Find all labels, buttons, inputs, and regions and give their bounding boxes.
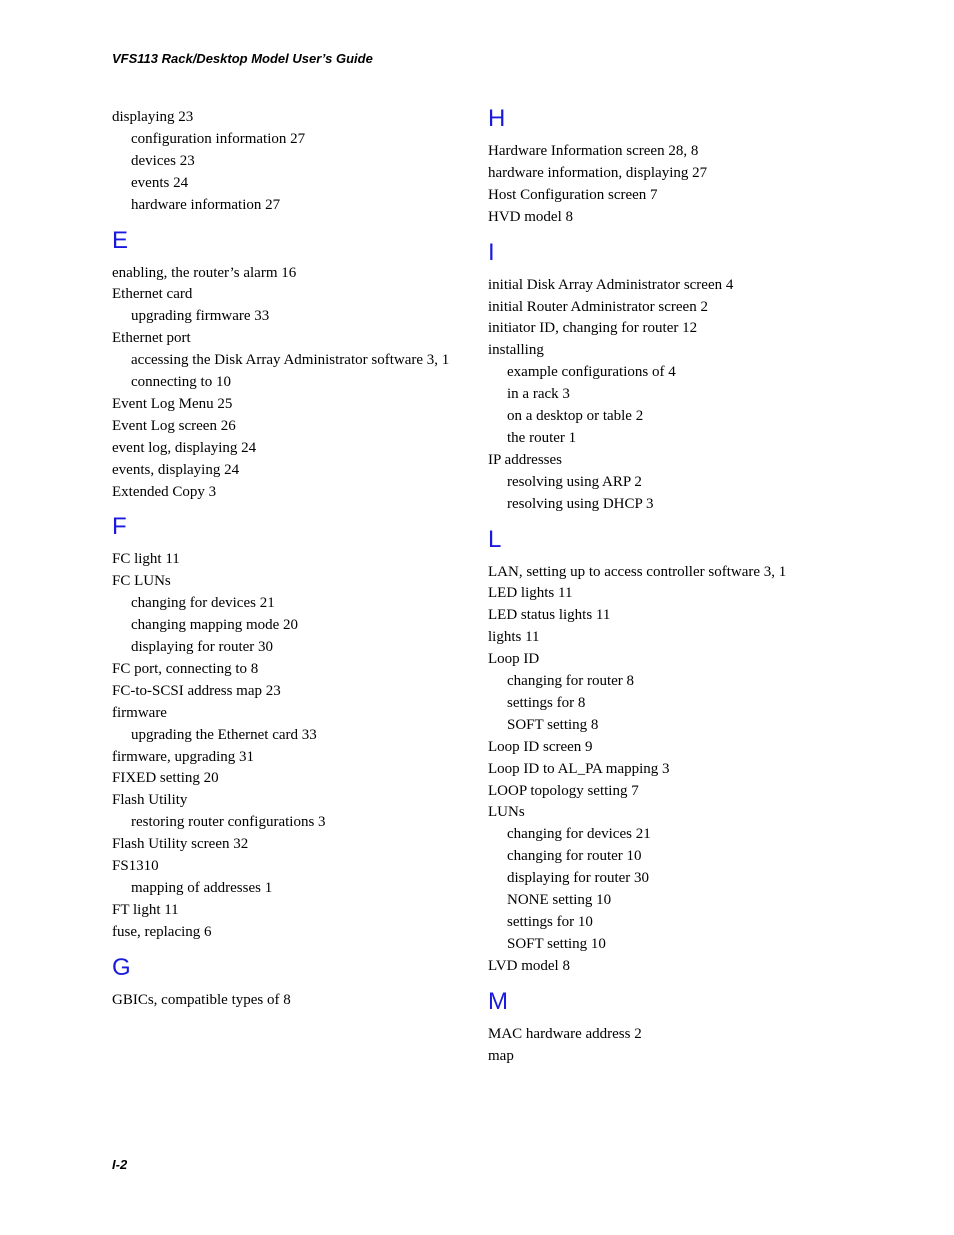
index-entry: event log, displaying 24	[112, 439, 257, 456]
index-entry: displaying 23	[112, 109, 194, 125]
index-letter-heading: L	[488, 525, 502, 553]
index-subentry: changing for devices 21	[507, 826, 651, 843]
index-entry: firmware, upgrading 31	[112, 748, 255, 765]
index-subentry: SOFT setting 8	[507, 716, 599, 733]
index-entry: Ethernet card	[112, 286, 193, 303]
index-subentry: SOFT setting 10	[507, 935, 606, 952]
index-entry: Loop ID screen 9	[488, 738, 593, 755]
index-subentry: mapping of addresses 1	[131, 879, 273, 896]
index-entry: Extended Copy 3	[112, 483, 217, 500]
index-entry: Hardware Information screen 28, 8	[488, 143, 699, 159]
index-subentry: changing for router 8	[507, 673, 635, 689]
running-header: VFS113 Rack/Desktop Model User’s Guide	[112, 51, 373, 66]
index-subentry: resolving using DHCP 3	[507, 495, 654, 512]
index-entry: LAN, setting up to access controller software 3, 1	[488, 563, 787, 580]
index-subentry: hardware information 27	[131, 196, 281, 213]
index-entry: Loop ID	[488, 651, 540, 668]
index-entry: LUNs	[488, 804, 525, 821]
index-subentry: displaying for router 30	[507, 870, 650, 887]
index-subentry: in a rack 3	[507, 386, 570, 403]
index-entry: map	[488, 1047, 514, 1064]
index-entry: LED status lights 11	[488, 607, 611, 624]
index-entry: Host Configuration screen 7	[488, 186, 658, 203]
index-subentry: accessing the Disk Array Administrator software 3, 1	[131, 352, 450, 369]
index-subentry: events 24	[131, 174, 189, 191]
index-letter-heading: E	[112, 226, 129, 254]
index-subentry: configuration information 27	[131, 130, 306, 147]
index-entry: Event Log screen 26	[112, 417, 236, 434]
index-letter-heading: I	[488, 238, 495, 266]
index-entry: Loop ID to AL_PA mapping 3	[488, 760, 670, 777]
index-subentry: resolving using ARP 2	[507, 473, 642, 490]
index-entry: hardware information, displaying 27	[488, 164, 708, 181]
index-subentry: devices 23	[131, 152, 195, 169]
index-entry: Event Log Menu 25	[112, 395, 233, 412]
index-subentry: settings for 10	[507, 913, 593, 930]
index-entry: Flash Utility screen 32	[112, 836, 249, 853]
index-entry: LOOP topology setting 7	[488, 782, 639, 799]
index-subentry: changing for router 10	[507, 848, 642, 865]
index-entry: IP addresses	[488, 451, 563, 468]
index-entry: installing	[488, 342, 544, 359]
index-letter-heading: H	[488, 105, 506, 132]
index-entry: initial Router Administrator screen 2	[488, 298, 708, 315]
index-entry: FC-to-SCSI address map 23	[112, 682, 281, 699]
index-entry: lights 11	[488, 629, 540, 646]
index-entry: FT light 11	[112, 901, 179, 918]
index-entry: FC LUNs	[112, 573, 171, 590]
index-subentry: displaying for router 30	[131, 639, 274, 655]
index-entry: HVD model 8	[488, 208, 573, 225]
index-entry: FS1310	[112, 858, 159, 874]
index-entry: firmware	[112, 704, 167, 721]
index-subentry: on a desktop or table 2	[507, 408, 644, 424]
index-subentry: NONE setting 10	[507, 892, 612, 908]
index-subentry: connecting to 10	[131, 374, 231, 390]
index-entry: FC light 11	[112, 551, 180, 568]
index-subentry: settings for 8	[507, 694, 586, 711]
index-subentry: example configurations of 4	[507, 364, 676, 381]
index-entry: FIXED setting 20	[112, 770, 219, 787]
index-entry: Flash Utility	[112, 792, 188, 809]
index-subentry: the router 1	[507, 429, 577, 446]
index-entry: fuse, replacing 6	[112, 923, 212, 940]
index-entry: LVD model 8	[488, 957, 570, 974]
index-subentry: changing for devices 21	[131, 595, 275, 612]
index-entry: GBICs, compatible types of 8	[112, 991, 291, 1008]
index-entry: events, displaying 24	[112, 461, 240, 478]
index-subentry: upgrading the Ethernet card 33	[131, 726, 317, 743]
index-letter-heading: M	[488, 987, 508, 1015]
index-entry: LED lights 11	[488, 585, 573, 602]
page-number: I-2	[112, 1157, 128, 1172]
index-entry: enabling, the router’s alarm 16	[112, 264, 297, 281]
index-subentry: upgrading firmware 33	[131, 308, 270, 325]
index-subentry: restoring router configurations 3	[131, 814, 326, 831]
index-letter-heading: G	[112, 953, 131, 981]
index-entry: initiator ID, changing for router 12	[488, 320, 698, 337]
index-subentry: changing mapping mode 20	[131, 617, 299, 634]
index-entry: MAC hardware address 2	[488, 1025, 642, 1042]
index-entry: FC port, connecting to 8	[112, 660, 259, 677]
index-entry: Ethernet port	[112, 330, 191, 347]
index-entry: initial Disk Array Administrator screen 4	[488, 276, 734, 293]
index-letter-heading: F	[112, 513, 127, 541]
